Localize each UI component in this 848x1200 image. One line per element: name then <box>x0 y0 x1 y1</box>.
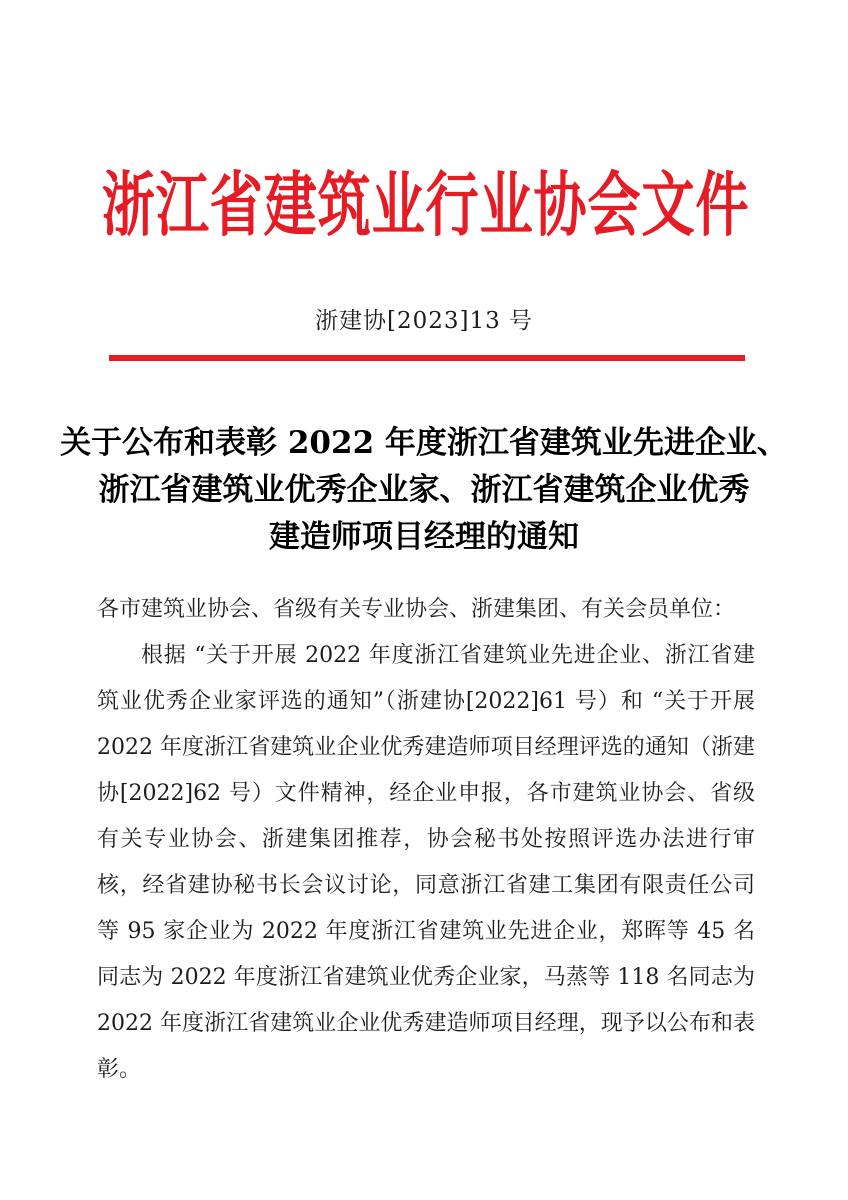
red-divider-line <box>109 355 745 361</box>
notice-title <box>60 420 788 561</box>
notice-title-line-3: 建造师项目经理的通知 <box>269 519 579 555</box>
org-letterhead-title: 浙江省建筑业行业协会文件 <box>101 163 750 246</box>
notice-body-paragraph: 根据 “关于开展 2022 年度浙江省建筑业先进企业、浙江省建筑业优秀企业家评选的通知”（浙建协[2022]61 号）和 “关于开展 2022 年度浙江省建筑业企业优秀建造师项目经理评选的通知（浙建协[2022]62 号）文件精神，经企业申报，各市建筑业协会、省级有关专业协会、浙建集团推荐，协会秘书处按照评选办法进行审核，经省建协秘书长会议讨论，同意浙江省建工集团有限责任公司等 95 家企业为 2022 年度浙江省建筑业先进企业，郑晖等 45 名同志为 2022 年度浙江省建筑业优秀企业家，马蒸等 118 名同志为 2022 年度浙江省建筑业企业优秀建造师项目经理，现予以公布和表彰。 <box>97 643 755 1082</box>
notice-title-line-1: 关于公布和表彰 2022 年度浙江省建筑业先进企业、 <box>60 425 788 461</box>
document-number: 浙建协[2023]13 号 <box>314 308 534 334</box>
salutation-line: 各市建筑业协会、省级有关专业协会、浙建集团、有关会员单位： <box>97 597 736 622</box>
notice-title-line-2: 浙江省建筑业优秀企业家、浙江省建筑企业优秀 <box>98 472 750 508</box>
